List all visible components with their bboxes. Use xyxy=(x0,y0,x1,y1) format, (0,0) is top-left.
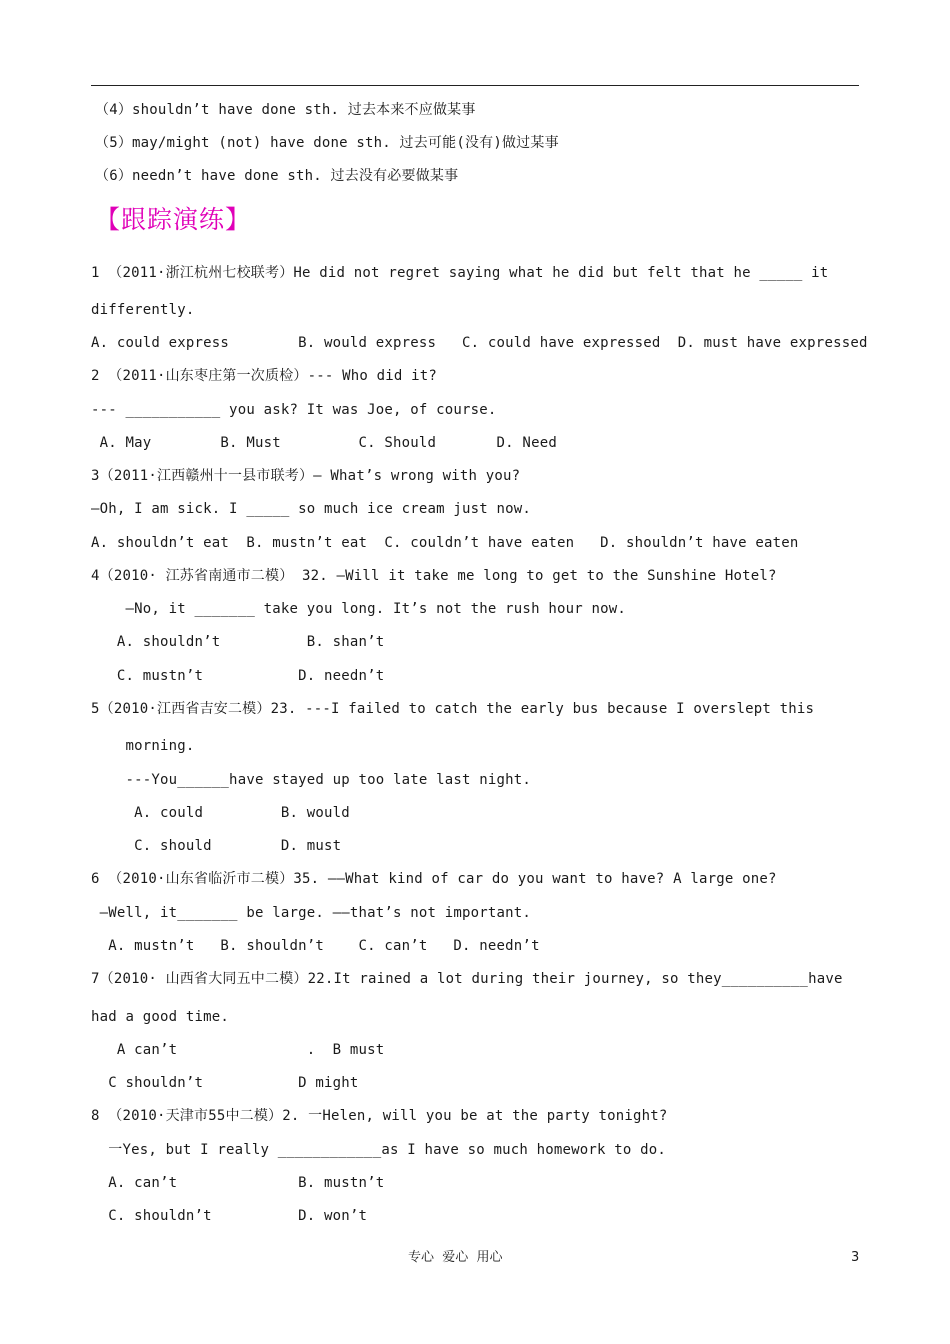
q7-options-ab: A can’t . B must xyxy=(91,1042,385,1058)
q6-stem: 6 （2010·山东省临沂市二模）35. ——What kind of car do you want to have? A large one? xyxy=(91,871,777,887)
q7-stem: 7（2010· 山西省大同五中二模）22.It rained a lot during their journey, so they__________have xyxy=(91,971,843,987)
q2-options: A. May B. Must C. Should D. Need xyxy=(91,435,557,451)
q8-options-ab: A. can’t B. mustn’t xyxy=(91,1175,385,1191)
q4-response: —No, it _______ take you long. It’s not the rush hour now. xyxy=(91,601,626,617)
q3-stem: 3（2011·江西赣州十一县市联考）– What’s wrong with you? xyxy=(91,468,521,484)
header-rule xyxy=(91,85,859,86)
q7-stem-cont: had a good time. xyxy=(91,1009,230,1025)
q7-options-cd: C shouldn’t D might xyxy=(91,1075,359,1091)
q4-options-ab: A. shouldn’t B. shan’t xyxy=(91,634,385,650)
page-number: 3 xyxy=(851,1250,860,1265)
q1-options: A. could express B. would express C. could have expressed D. must have expressed xyxy=(91,335,868,351)
q4-options-cd: C. mustn’t D. needn’t xyxy=(91,668,385,684)
q2-stem: 2 （2011·山东枣庄第一次质检）--- Who did it? xyxy=(91,368,438,384)
q5-stem: 5（2010·江西省吉安二模）23. ---I failed to catch the early bus because I overslept this xyxy=(91,701,815,717)
footer-motto: 专心 爱心 用心 xyxy=(408,1250,503,1265)
section-title: 【跟踪演练】 xyxy=(95,205,252,234)
q8-response: 一Yes, but I really ____________as I have so much homework to do. xyxy=(91,1142,667,1158)
q5-options-cd: C. should D. must xyxy=(91,838,342,854)
intro-item-4: （4）shouldn’t have done sth. 过去本来不应做某事 xyxy=(95,102,476,118)
q1-stem: 1 （2011·浙江杭州七校联考）He did not regret saying what he did but felt that he _____ it xyxy=(91,265,829,281)
intro-item-6: （6）needn’t have done sth. 过去没有必要做某事 xyxy=(95,168,459,184)
intro-item-5: （5）may/might (not) have done sth. 过去可能(没有)做过某事 xyxy=(95,135,559,151)
q4-stem: 4（2010· 江苏省南通市二模） 32. —Will it take me long to get to the Sunshine Hotel? xyxy=(91,568,777,584)
q1-stem-cont: differently. xyxy=(91,302,195,318)
q2-response: --- ___________ you ask? It was Joe, of course. xyxy=(91,402,497,418)
q5-response: ---You______have stayed up too late last night. xyxy=(91,772,532,788)
q6-options: A. mustn’t B. shouldn’t C. can’t D. needn’t xyxy=(91,938,540,954)
q5-stem-cont: morning. xyxy=(91,738,195,754)
q3-options: A. shouldn’t eat B. mustn’t eat C. couldn’t have eaten D. shouldn’t have eaten xyxy=(91,535,799,551)
q3-response: —Oh, I am sick. I _____ so much ice cream just now. xyxy=(91,501,532,517)
q8-stem: 8 （2010·天津市55中二模）2. 一Helen, will you be at the party tonight? xyxy=(91,1108,668,1124)
q6-response: —Well, it_______ be large. ——that’s not important. xyxy=(91,905,532,921)
q8-options-cd: C. shouldn’t D. won’t xyxy=(91,1208,368,1224)
q5-options-ab: A. could B. would xyxy=(91,805,350,821)
